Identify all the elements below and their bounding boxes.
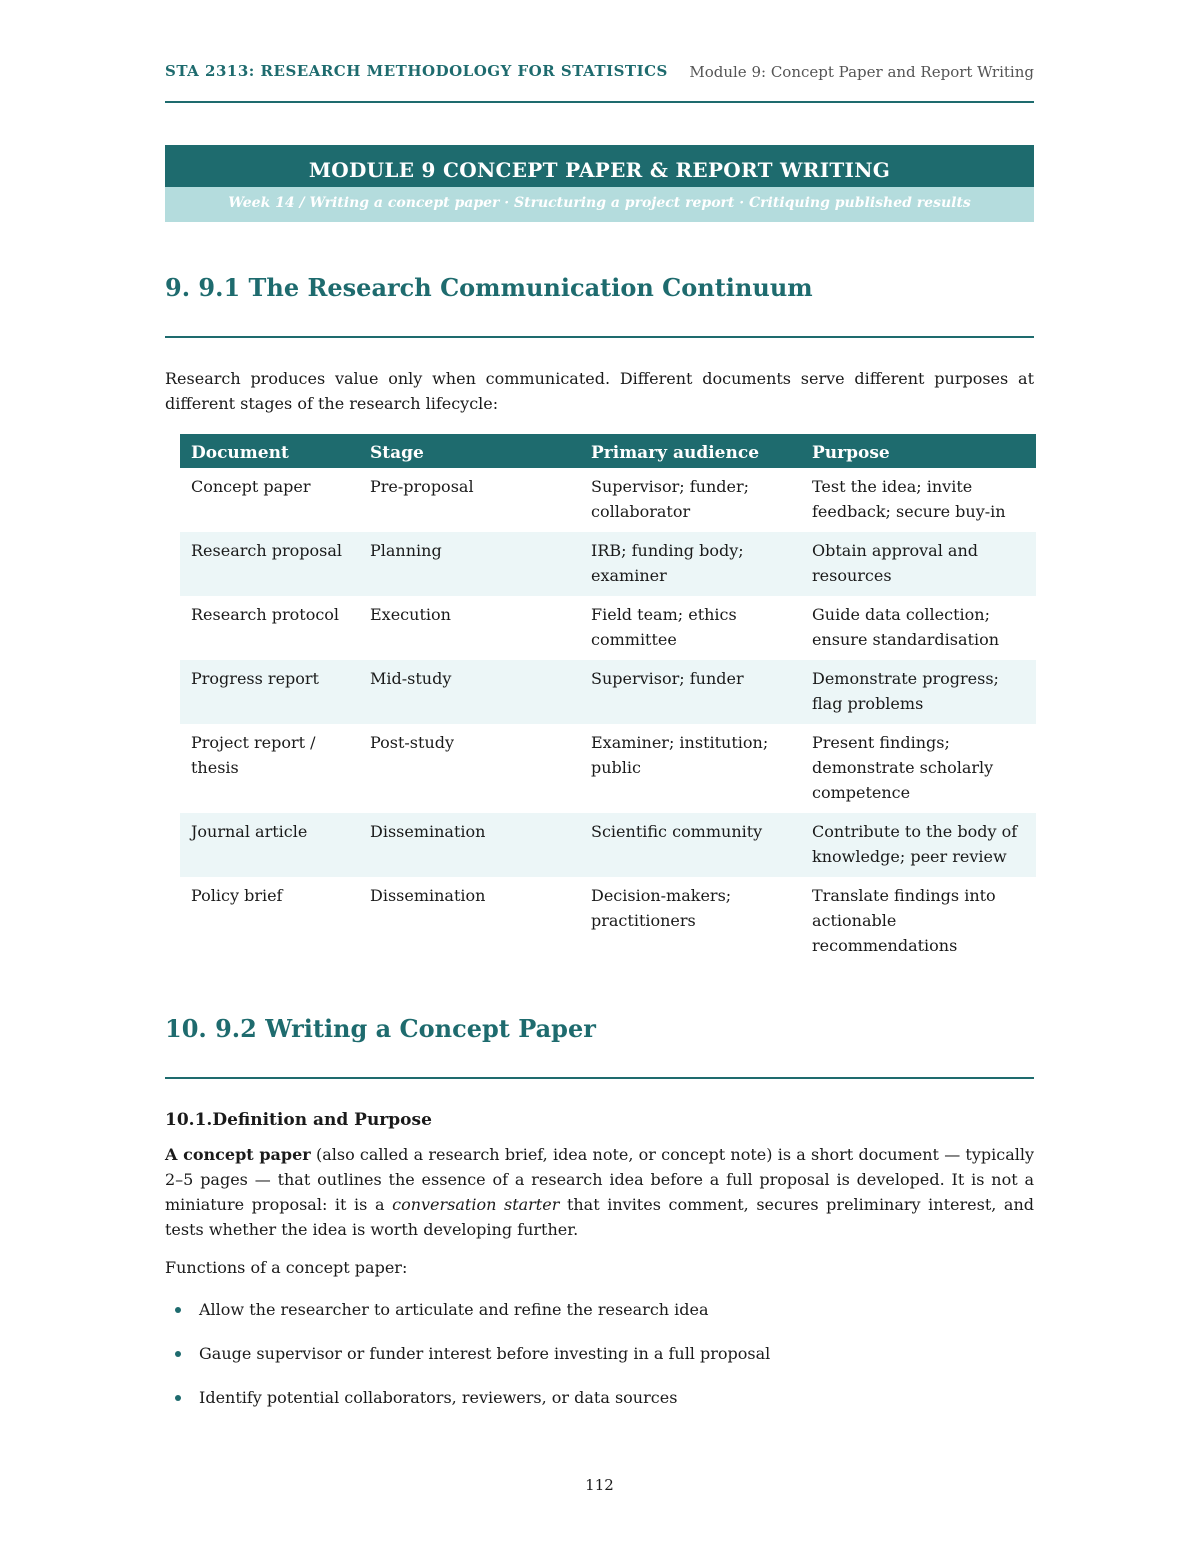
- table-cell: Planning: [359, 532, 580, 596]
- table-row: [180, 724, 1036, 813]
- table-row: [180, 596, 1036, 660]
- definition-text-1: (also called a research brief, idea note, or concept note) is a short document — typically 2–5 pages — that outlines the essence of a research idea before a full proposal is developed. It is not a miniature proposal: it is a: [165, 1145, 1035, 1214]
- list-item-text: Allow the researcher to articulate and refine the research idea: [199, 1300, 709, 1319]
- table-cell: Test the idea; invite feedback; secure buy-in: [812, 477, 1006, 521]
- table-cell: Examiner; institution; public: [591, 733, 769, 777]
- table-cell: Post-study: [370, 733, 455, 752]
- table-cell: Research protocol: [191, 605, 340, 624]
- running-header: [165, 62, 1034, 86]
- column-header-document: Document: [180, 434, 359, 468]
- functions-list: [165, 1297, 770, 1429]
- defined-term: A concept paper: [165, 1145, 311, 1164]
- definition-paragraph: [165, 1142, 1034, 1242]
- table-cell: Supervisor; funder: [580, 660, 801, 724]
- table-row: [180, 532, 1036, 596]
- list-item-text: Gauge supervisor or funder interest before investing in a full proposal: [199, 1344, 771, 1363]
- table-cell: Decision-makers; practitioners: [591, 886, 732, 930]
- table-row: [180, 468, 1036, 532]
- module-title: MODULE 9 CONCEPT PAPER & REPORT WRITING: [165, 145, 1034, 187]
- table-header-row: [180, 434, 1036, 468]
- page-number: 112: [585, 1476, 614, 1494]
- emphasis-text: conversation starter: [392, 1195, 560, 1214]
- table-cell: Supervisor; funder; collaborator: [591, 477, 750, 521]
- subsection-heading: 10.1.Definition and Purpose: [165, 1110, 432, 1130]
- table-cell: Guide data collection; ensure standardisation: [812, 605, 999, 649]
- table-row: [180, 813, 1036, 877]
- header-rule: [165, 101, 1034, 103]
- list-item: [165, 1385, 770, 1429]
- list-item-text: Identify potential collaborators, reviewers, or data sources: [199, 1388, 678, 1407]
- table-cell: Dissemination: [370, 886, 486, 905]
- table-row: [180, 877, 1036, 966]
- table-cell: Present findings; demonstrate scholarly competence: [812, 733, 994, 802]
- table-cell: Field team; ethics committee: [591, 605, 737, 649]
- course-title: STA 2313: RESEARCH METHODOLOGY FOR STATISTICS: [165, 62, 668, 80]
- table-cell: Scientific community: [580, 813, 801, 877]
- list-item: [165, 1297, 770, 1341]
- table-cell: Execution: [370, 605, 451, 624]
- intro-paragraph: Research produces value only when communicated. Different documents serve different purposes at different stages of the research lifecycle:: [165, 369, 1034, 413]
- table-cell: Project report / thesis: [191, 733, 316, 777]
- section-rule: [165, 336, 1034, 338]
- column-header-audience: Primary audience: [580, 434, 801, 468]
- functions-intro: Functions of a concept paper:: [165, 1258, 408, 1277]
- table-cell: Concept paper: [191, 477, 311, 496]
- section-heading-9-1: 9. 9.1 The Research Communication Continuum: [165, 273, 813, 302]
- list-item: [165, 1341, 770, 1385]
- table-cell: Policy brief: [191, 886, 283, 905]
- section-heading-9-2: 10. 9.2 Writing a Concept Paper: [165, 1014, 596, 1043]
- definition-text-2: that invites comment, secures preliminary interest, and tests whether the idea is worth developing further.: [165, 1195, 1035, 1239]
- table-row: [180, 660, 1036, 724]
- bullet-icon: [175, 1351, 181, 1357]
- section-rule: [165, 1077, 1034, 1079]
- table-cell: Dissemination: [359, 813, 580, 877]
- table-cell: Mid-study: [359, 660, 580, 724]
- bullet-icon: [175, 1307, 181, 1313]
- table-cell: Obtain approval and resources: [801, 532, 1036, 596]
- module-banner: [165, 145, 1034, 222]
- bullet-icon: [175, 1395, 181, 1401]
- table-cell: Research proposal: [180, 532, 359, 596]
- module-subtitle: Week 14 / Writing a concept paper · Structuring a project report · Critiquing published results: [165, 187, 1034, 222]
- table-cell: Contribute to the body of knowledge; peer review: [801, 813, 1036, 877]
- communication-table: [180, 434, 1036, 966]
- table-cell: Progress report: [180, 660, 359, 724]
- column-header-stage: Stage: [359, 434, 580, 468]
- table-cell: Demonstrate progress; flag problems: [801, 660, 1036, 724]
- chapter-title: Module 9: Concept Paper and Report Writing: [689, 63, 1034, 81]
- column-header-purpose: Purpose: [801, 434, 1036, 468]
- table-cell: Translate findings into actionable recommendations: [812, 886, 996, 955]
- table-cell: Pre-proposal: [370, 477, 474, 496]
- table-cell: Journal article: [180, 813, 359, 877]
- table-cell: IRB; funding body; examiner: [580, 532, 801, 596]
